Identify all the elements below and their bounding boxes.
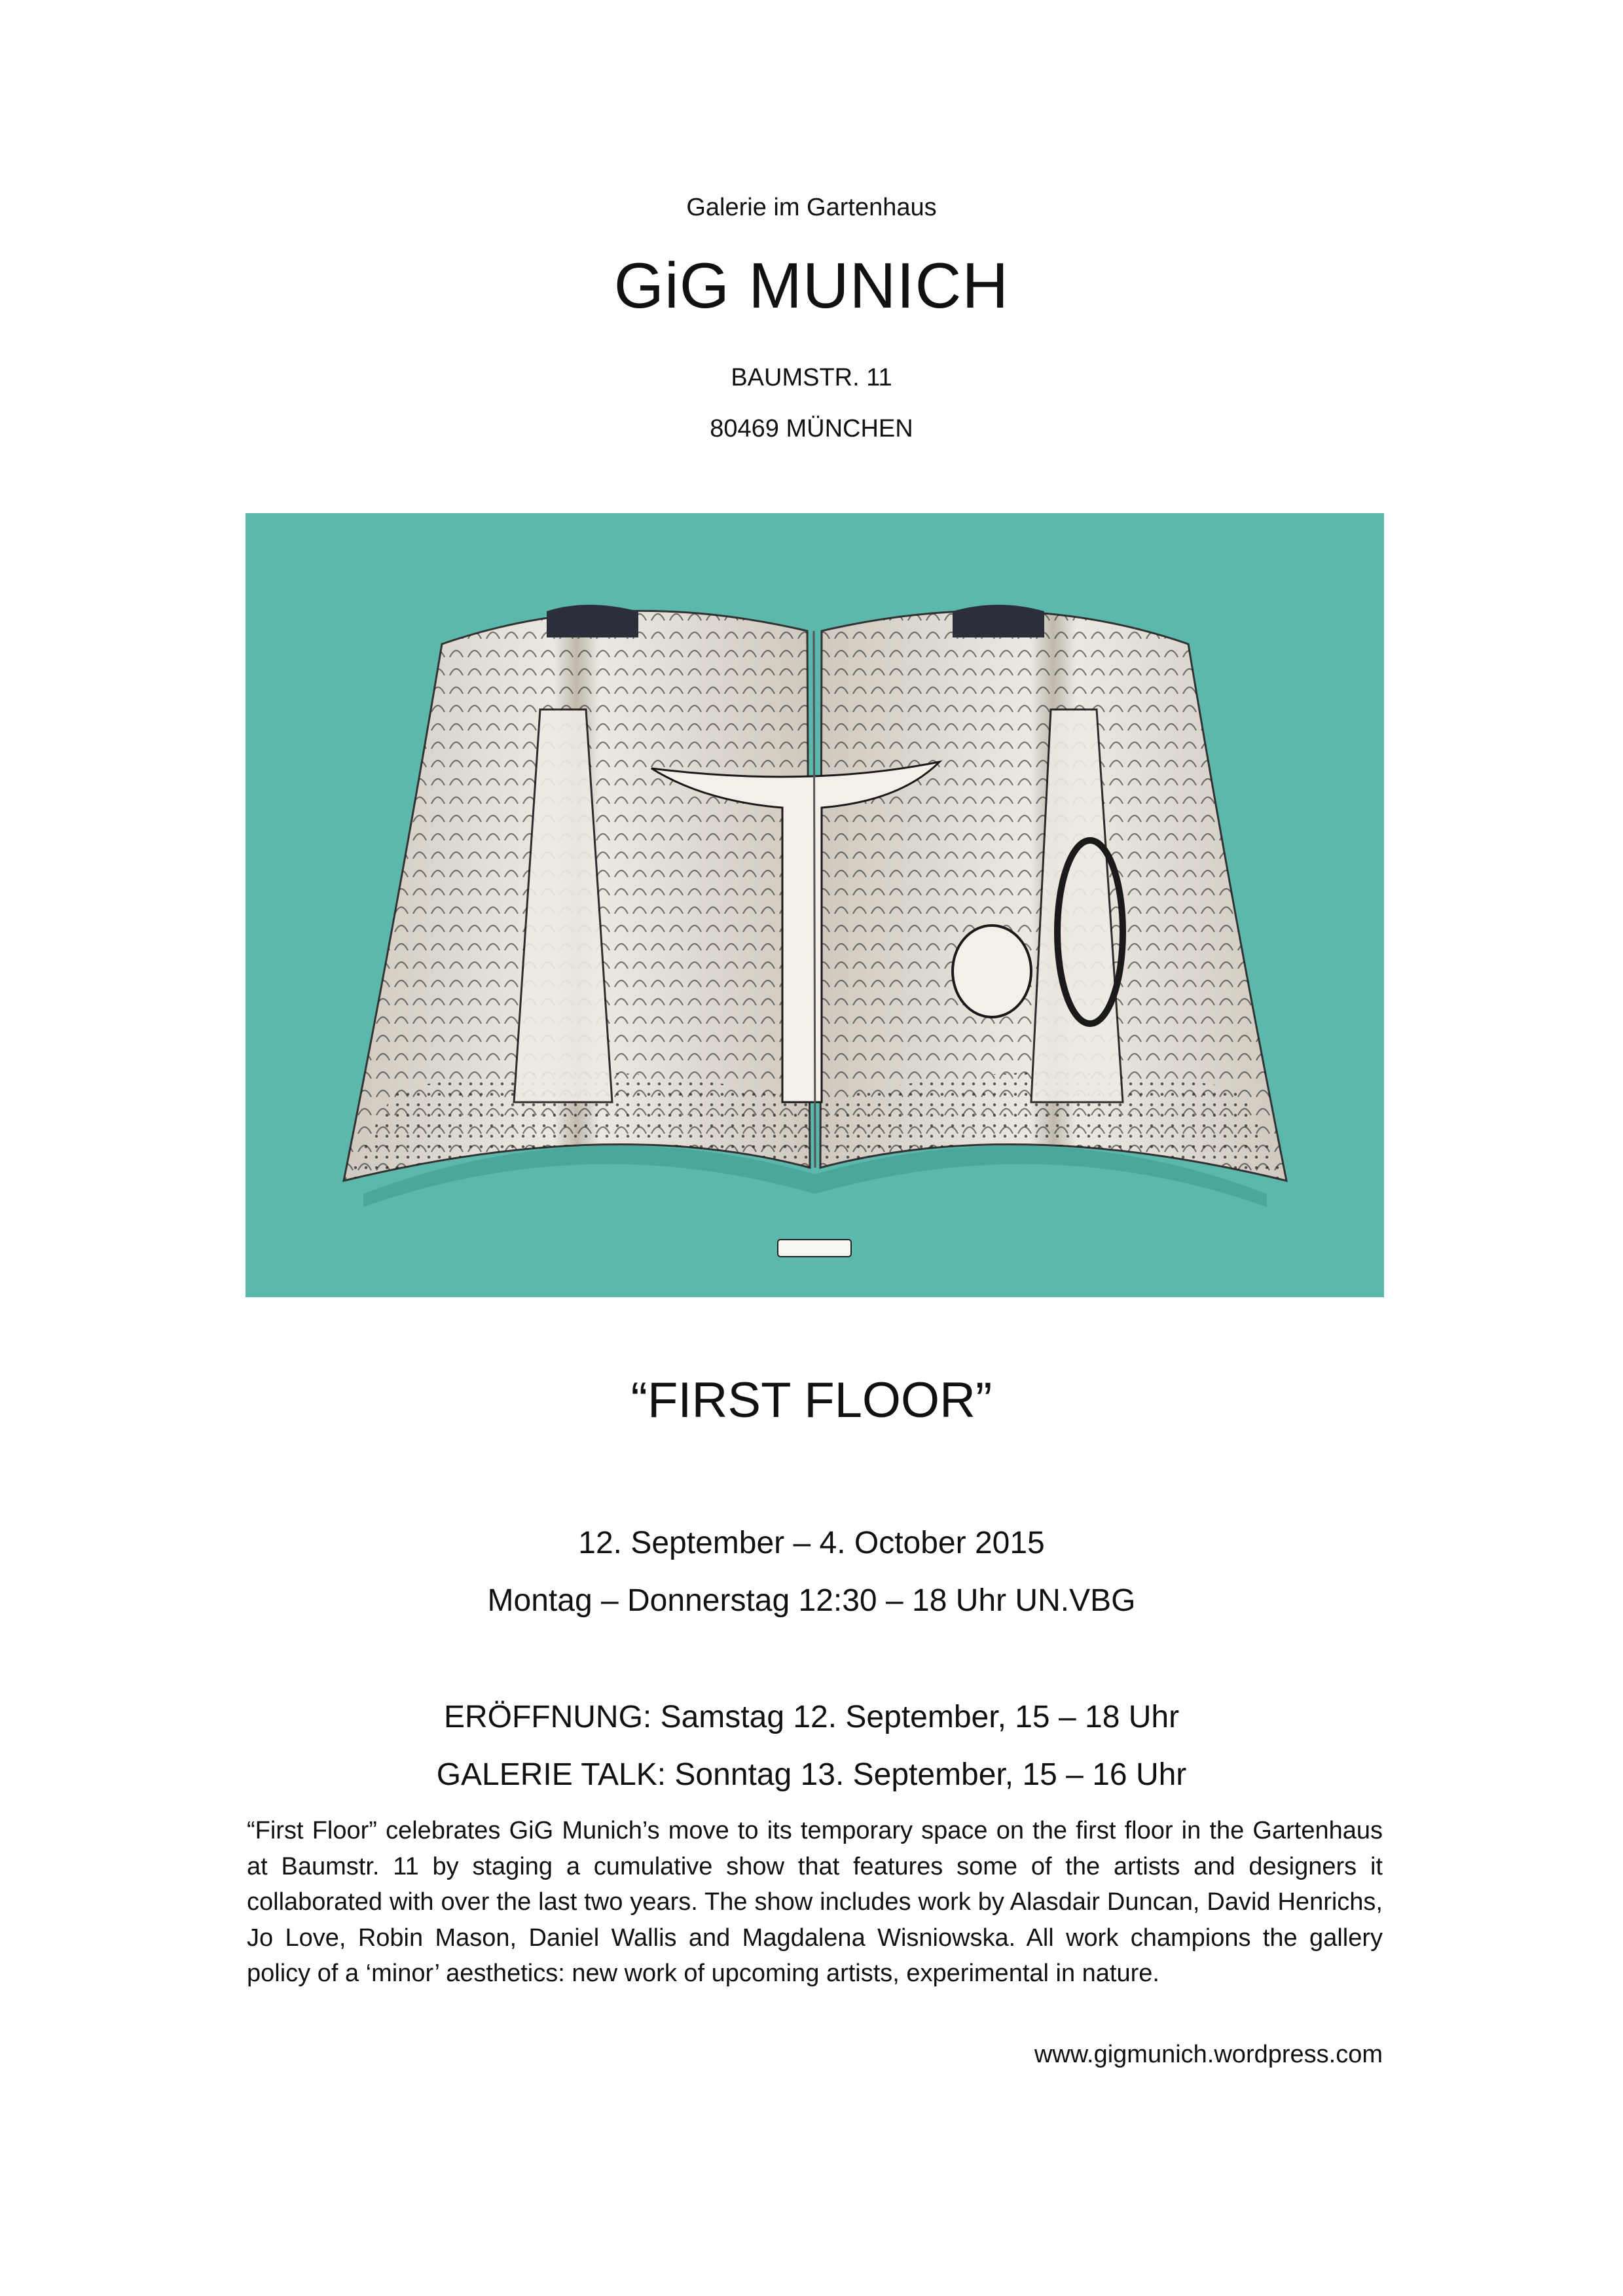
exhibition-title: “FIRST FLOOR”	[630, 1372, 993, 1428]
website-link[interactable]: www.gigmunich.wordpress.com	[1034, 2041, 1383, 2068]
gallery-title: GiG MUNICH	[613, 249, 1010, 321]
gallery-talk-event: GALERIE TALK: Sonntag 13. September, 15 – 16 Uhr	[436, 1757, 1187, 1792]
opening-hours: Montag – Donnerstag 12:30 – 18 Uhr UN.VBG	[487, 1583, 1136, 1618]
exhibition-dates: 12. September – 4. October 2015	[578, 1526, 1045, 1560]
exhibition-description: “First Floor” celebrates GiG Munich’s move to its temporary space on the first floor in the Gartenhaus at Baumstr. 11 by staging a cumulative show that features some of the artists and designers it collaborated with over the last two years. The show includes work by Alasdair Duncan, David Henrichs, Jo Love, Robin Mason, Daniel Wallis and Magdalena Wisniowska. All work champions the gallery policy of a ‘minor’ aesthetics: new work of upcoming artists, experimental in nature.	[247, 1817, 1383, 1987]
gallery-subtitle: Galerie im Gartenhaus	[686, 194, 937, 221]
address-city: 80469 MÜNCHEN	[710, 415, 913, 442]
artwork-label-card	[778, 1240, 851, 1257]
address-street: BAUMSTR. 11	[731, 364, 892, 391]
exhibition-artwork-image	[246, 513, 1384, 1297]
opening-event: ERÖFFNUNG: Samstag 12. September, 15 – 18 Uhr	[443, 1700, 1180, 1734]
